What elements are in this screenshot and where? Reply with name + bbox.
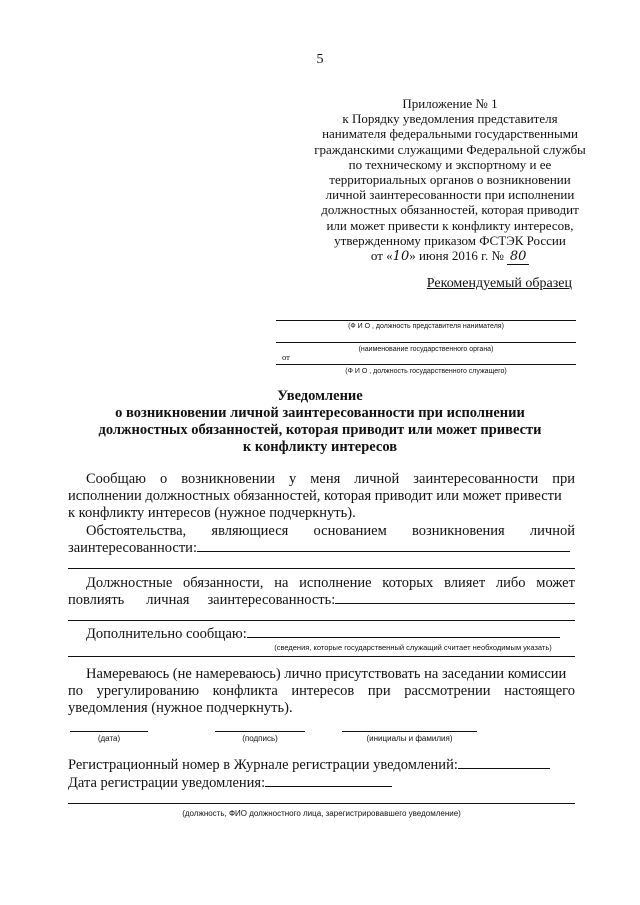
- word: интересов: [291, 683, 355, 699]
- word: по: [68, 683, 84, 699]
- official-fill-line: [68, 803, 575, 804]
- notification-heading: [0, 388, 640, 456]
- word: возникновении: [181, 471, 275, 487]
- word: Должностные: [86, 575, 173, 591]
- order-day-handwritten: 10: [392, 249, 410, 265]
- word: настоящего: [504, 683, 575, 699]
- organ-caption: (наименование государственного органа): [358, 346, 494, 353]
- registration-date-row: [68, 775, 392, 792]
- paragraph-5-line-2: [68, 683, 575, 700]
- paragraph-1-line-1: [86, 471, 575, 488]
- date-fill-line: [70, 731, 148, 732]
- paragraph-3-line-2: [68, 592, 575, 609]
- additional-info-extra-line: [68, 656, 575, 657]
- appendix-line: территориальных органов о возникновении: [329, 172, 571, 188]
- interest-fill-line: [335, 592, 575, 604]
- paragraph-1-line-2: исполнении должностных обязанностей, которая приводит или может привести: [68, 488, 562, 504]
- word: возникновения: [412, 523, 505, 539]
- word: при: [367, 683, 391, 699]
- paragraph-2-line-1: [86, 523, 575, 540]
- circumstances-label: заинтересованности:: [68, 540, 197, 556]
- paragraph-5-line-3: уведомления (нужное подчеркнуть).: [68, 700, 293, 716]
- signature-caption: (подпись): [242, 734, 278, 743]
- word: заинтересованности: [413, 471, 539, 487]
- servant-fill-line: [276, 364, 576, 365]
- paragraph-1-line-3: к конфликту интересов (нужное подчеркнуть).: [68, 505, 356, 521]
- registration-date-fill-line: [265, 775, 392, 787]
- order-date-middle: » июня 2016 г. №: [409, 248, 504, 264]
- word: влияет: [444, 575, 486, 591]
- word: урегулированию: [96, 683, 200, 699]
- registration-number-fill-line: [458, 757, 550, 769]
- appendix-line: по техническому и экспортному и ее: [348, 156, 552, 172]
- additional-info-label: Дополнительно сообщаю:: [86, 626, 247, 642]
- notification-title: Уведомление: [277, 388, 363, 404]
- heading-line: должностных обязанностей, которая приводит или может привести: [98, 422, 542, 438]
- word: у: [288, 471, 297, 487]
- word: которых: [382, 575, 434, 591]
- servant-caption: (Ф И О , должность государственного служащего): [345, 368, 507, 375]
- date-caption: (дата): [97, 734, 121, 743]
- interest-extra-line: [68, 620, 575, 621]
- appendix-line: к Порядку уведомления представителя: [342, 111, 558, 127]
- word: о: [159, 471, 168, 487]
- circumstances-fill-line: [197, 540, 570, 552]
- organ-fill-line: [276, 342, 576, 343]
- signature-fill-line: [215, 731, 305, 732]
- order-number-handwritten: 80: [507, 249, 529, 265]
- word: может: [536, 575, 575, 591]
- appendix-line: Приложение № 1: [402, 96, 498, 111]
- paragraph-2-line-2: [68, 540, 570, 557]
- word: Обстоятельства,: [86, 523, 187, 539]
- from-label: от: [282, 352, 290, 362]
- appendix-line: утвержденному приказом ФСТЭК России: [334, 232, 566, 248]
- word: конфликта: [212, 683, 278, 699]
- word: основанием: [313, 523, 387, 539]
- word: обязанности,: [183, 575, 264, 591]
- word: при: [552, 471, 575, 487]
- appendix-line: или может привести к конфликту интересов,: [326, 217, 574, 233]
- page-number: 5: [316, 52, 324, 67]
- paragraph-3-line-1: [86, 575, 575, 592]
- word: повлиять: [68, 592, 125, 608]
- paragraph-5-line-1: Намереваюсь (не намереваюсь) лично присутствовать на заседании комиссии: [86, 666, 567, 682]
- word: рассмотрении: [404, 683, 491, 699]
- appendix-block: [300, 96, 600, 265]
- official-caption: (должность, ФИО должностного лица, зарегистрировавшего уведомление): [182, 809, 461, 818]
- word: исполнение: [299, 575, 372, 591]
- heading-line: к конфликту интересов: [242, 439, 398, 455]
- registration-number-row: [68, 757, 550, 774]
- word: на: [274, 575, 289, 591]
- heading-line: о возникновении личной заинтересованности при исполнении: [115, 405, 525, 421]
- registration-date-label: Дата регистрации уведомления:: [68, 775, 266, 791]
- initials-fill-line: [342, 731, 477, 732]
- word: личной: [529, 523, 575, 539]
- initials-caption: (инициалы и фамилия): [366, 734, 453, 743]
- order-date-prefix: от «: [370, 248, 393, 264]
- word: Сообщаю: [86, 471, 146, 487]
- appendix-line: должностных обязанностей, которая приводит: [321, 202, 579, 218]
- additional-info-caption: (сведения, которые государственный служащий считает необходимым указать): [274, 643, 552, 652]
- circumstances-extra-line: [68, 568, 575, 569]
- registration-number-label: Регистрационный номер в Журнале регистрации уведомлений:: [68, 757, 458, 773]
- word: личная: [146, 592, 190, 608]
- word: меня: [310, 471, 341, 487]
- appendix-line: гражданскими служащими Федеральной службы: [314, 141, 586, 157]
- word: являющиеся: [211, 523, 289, 539]
- interest-label: заинтересованность:: [207, 592, 336, 608]
- order-date-line: [300, 248, 600, 265]
- appendix-line: личной заинтересованности при исполнении: [325, 187, 575, 203]
- paragraph-4: [86, 626, 560, 643]
- representative-fill-line: [276, 320, 576, 321]
- recommended-sample-label: Рекомендуемый образец: [426, 276, 572, 291]
- appendix-line: нанимателя федеральными государственными: [322, 126, 578, 142]
- word: личной: [354, 471, 400, 487]
- representative-caption: (Ф И О , должность представителя нанимателя): [348, 323, 504, 330]
- additional-info-fill-line: [247, 626, 560, 638]
- word: либо: [495, 575, 526, 591]
